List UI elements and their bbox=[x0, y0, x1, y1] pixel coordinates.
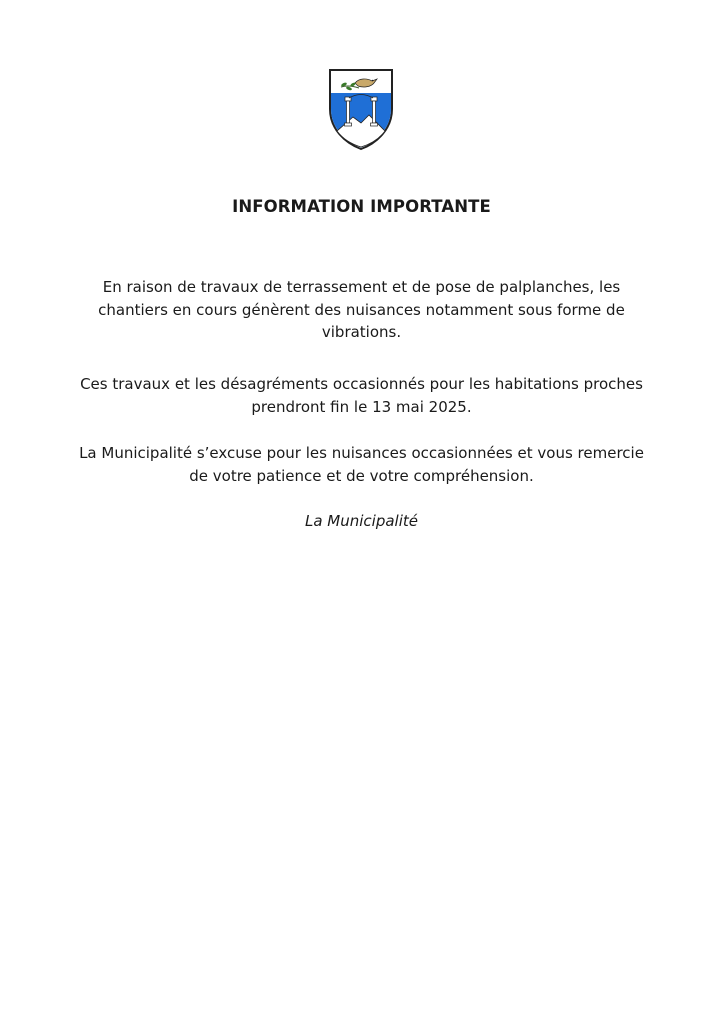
page-title: INFORMATION IMPORTANTE bbox=[232, 197, 491, 216]
notice-paragraph-3: La Municipalité s’excuse pour les nuisances occasionnées et vous remercie de votre patience et de votre compréhension. bbox=[79, 444, 644, 485]
notice-paragraph-2: Ces travaux et les désagréments occasionnés pour les habitations proches prendront fin le 13 mai 2025. bbox=[80, 375, 643, 416]
notice-paragraph-1: En raison de travaux de terrassement et de pose de palplanches, les chantiers en cours génèrent des nuisances notamment sous forme de vibrations. bbox=[98, 278, 625, 341]
signature: La Municipalité bbox=[304, 512, 418, 530]
coat-of-arms-icon bbox=[327, 67, 395, 151]
